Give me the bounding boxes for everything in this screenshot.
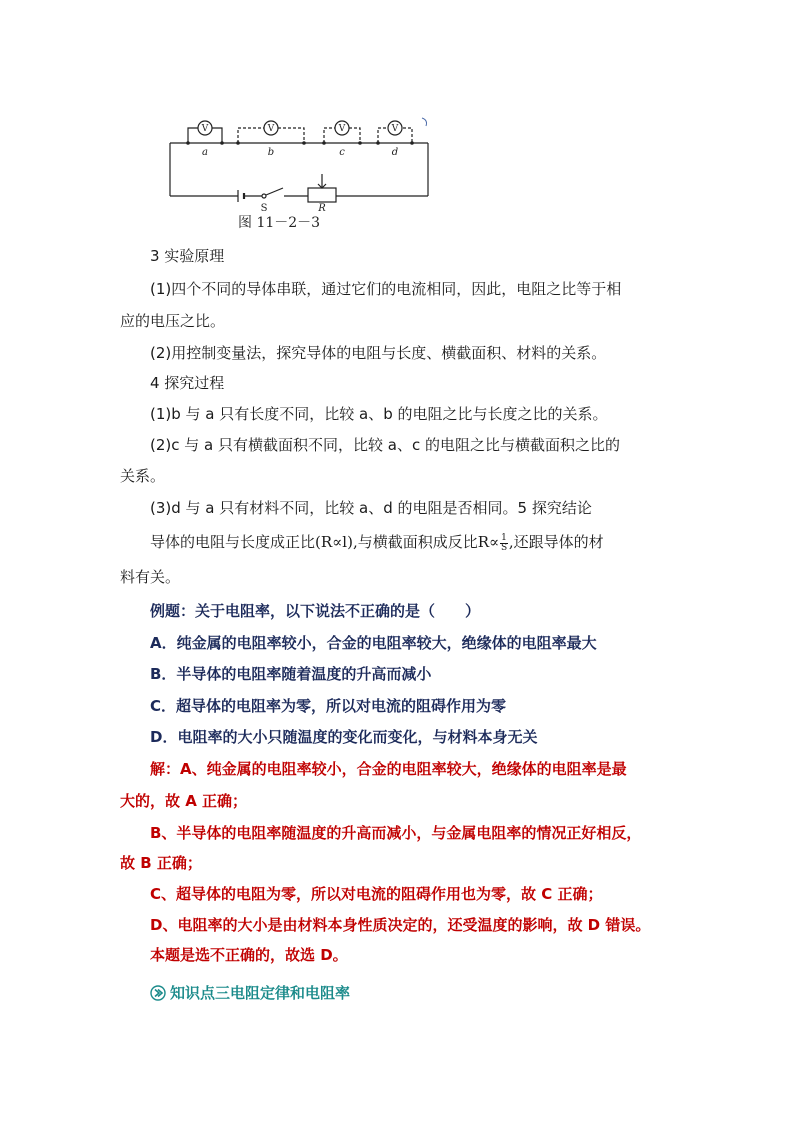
fraction-numerator: 1 bbox=[501, 532, 507, 543]
chevron-circle-icon bbox=[150, 985, 166, 1001]
solution-a-line-2: 大的，故 A 正确； bbox=[120, 792, 248, 810]
meter-label: V bbox=[267, 124, 275, 134]
conductor-label-a: a bbox=[202, 147, 208, 158]
fraction-one-over-s bbox=[500, 534, 508, 553]
solution-conclusion: 本题是选不正确的，故选 D。 bbox=[150, 946, 348, 964]
process-step-2-line-1: (2)c 与 a 只有横截面积不同，比较 a、c 的电阻之比与横截面积之比的 bbox=[150, 436, 620, 454]
solution-a-line-1: 解：A、纯金属的电阻率较小，合金的电阻率较大，绝缘体的电阻率是最 bbox=[150, 760, 627, 778]
conclusion-text-b: ,还跟导体的材 bbox=[508, 533, 604, 551]
example-option-a: A．纯金属的电阻率较小，合金的电阻率较大，绝缘体的电阻率最大 bbox=[150, 634, 597, 652]
solution-b-line-2: 故 B 正确； bbox=[120, 854, 202, 872]
principle-paragraph-1-line-2: 应的电压之比。 bbox=[120, 312, 226, 330]
principle-paragraph-1-line-1: (1)四个不同的导体串联，通过它们的电流相同，因此，电阻之比等于相 bbox=[150, 280, 622, 298]
conclusion-text-a: 导体的电阻与长度成正比(R∝l),与横截面积成反比R∝ bbox=[150, 533, 500, 551]
fraction-denominator: S bbox=[500, 542, 508, 553]
example-option-c: C．超导体的电阻率为零，所以对电流的阻碍作用为零 bbox=[150, 697, 507, 715]
solution-d: D、电阻率的大小是由材料本身性质决定的，还受温度的影响，故 D 错误。 bbox=[150, 916, 651, 934]
conductor-label-d: d bbox=[391, 147, 399, 158]
knowledge-point-title: 知识点三电阻定律和电阻率 bbox=[170, 984, 351, 1002]
process-step-1: (1)b 与 a 只有长度不同，比较 a、b 的电阻之比与长度之比的关系。 bbox=[150, 405, 608, 423]
principle-heading: 3 实验原理 bbox=[150, 247, 225, 265]
knowledge-point-heading bbox=[150, 982, 350, 1003]
solution-b-line-1: B、半导体的电阻率随温度的升高而减小，与金属电阻率的情况正好相反， bbox=[150, 824, 642, 842]
meter-label: V bbox=[391, 124, 399, 134]
solution-c: C、超导体的电阻为零，所以对电流的阻碍作用也为零，故 C 正确； bbox=[150, 885, 603, 903]
figure-caption: 图 11－2－3 bbox=[238, 215, 321, 231]
process-step-2-line-2: 关系。 bbox=[120, 467, 166, 485]
meter-label: V bbox=[201, 124, 209, 134]
process-step-3: (3)d 与 a 只有材料不同，比较 a、d 的电阻是否相同。5 探究结论 bbox=[150, 499, 592, 517]
resistor-label: R bbox=[318, 203, 326, 214]
example-question: 例题：关于电阻率，以下说法不正确的是（ ） bbox=[150, 602, 481, 620]
conductor-label-b: b bbox=[267, 147, 275, 158]
example-option-b: B．半导体的电阻率随着温度的升高而减小 bbox=[150, 665, 432, 683]
example-option-d: D．电阻率的大小只随温度的变化而变化，与材料本身无关 bbox=[150, 728, 538, 746]
conclusion-line-1 bbox=[150, 532, 604, 553]
conductor-label-c: c bbox=[339, 147, 345, 158]
process-heading: 4 探究过程 bbox=[150, 374, 225, 392]
meter-label: V bbox=[338, 124, 346, 134]
conclusion-line-2: 料有关。 bbox=[120, 568, 181, 586]
principle-paragraph-2: (2)用控制变量法，探究导体的电阻与长度、横截面积、材料的关系。 bbox=[150, 344, 607, 362]
switch-label: S bbox=[260, 203, 268, 214]
